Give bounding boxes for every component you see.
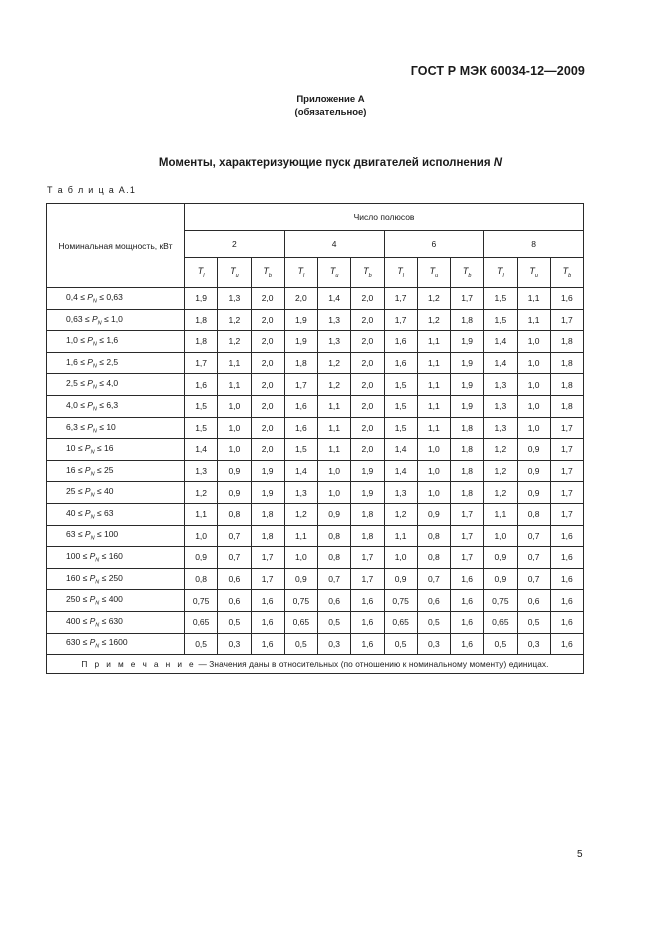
torque-value-cell: 2,0 (351, 417, 384, 439)
torque-value-cell: 1,9 (284, 309, 317, 331)
power-range-cell: $1,6 \le P_N \le 2,5$ (47, 352, 185, 374)
power-range-cell: $250 \le P_N \le 400$ (47, 590, 185, 612)
torque-value-cell: 1,1 (417, 395, 450, 417)
section-title-suffix: N (493, 157, 503, 169)
torque-value-cell: 0,9 (484, 568, 517, 590)
torque-value-cell: 1,0 (417, 439, 450, 461)
torque-value-cell: 2,0 (351, 331, 384, 353)
torque-value-cell: 1,8 (451, 417, 484, 439)
section-title-text: Моменты, характеризующие пуск двигателей исполнения (158, 157, 491, 169)
torque-value-cell: 1,5 (185, 417, 218, 439)
torque-value-cell: 1,2 (185, 482, 218, 504)
torque-value-cell: 0,7 (517, 568, 550, 590)
torque-value-cell: 0,9 (284, 568, 317, 590)
torque-value-cell: 1,1 (284, 525, 317, 547)
torque-value-cell: 1,1 (318, 395, 351, 417)
torque-value-cell: 1,9 (284, 331, 317, 353)
torque-value-cell: 1,1 (185, 503, 218, 525)
torque-value-cell: 1,9 (451, 395, 484, 417)
torque-value-cell: 1,0 (517, 417, 550, 439)
torque-value-cell: 0,65 (484, 611, 517, 633)
torque-symbol-header: $T_u$ (517, 258, 550, 288)
annex-title: Приложение А (296, 94, 365, 105)
torque-value-cell: 1,6 (351, 633, 384, 655)
torque-value-cell: 1,6 (550, 547, 583, 569)
torque-value-cell: 1,9 (251, 460, 284, 482)
torque-symbol-header: $T_u$ (218, 258, 251, 288)
torque-value-cell: 1,8 (451, 482, 484, 504)
torque-symbol-header: $T_l$ (185, 258, 218, 288)
power-range-cell: $4,0 \le P_N \le 6,3$ (47, 395, 185, 417)
torque-value-cell: 0,6 (517, 590, 550, 612)
torque-value-cell: 1,6 (251, 611, 284, 633)
torque-value-cell: 2,0 (351, 352, 384, 374)
table-row (47, 309, 584, 331)
power-range-cell: $100 \le P_N \le 160$ (47, 547, 185, 569)
torque-value-cell: 1,0 (284, 547, 317, 569)
torque-value-cell: 0,9 (517, 460, 550, 482)
torque-value-cell: 1,6 (451, 633, 484, 655)
torque-value-cell: 1,0 (517, 374, 550, 396)
torque-value-cell: 0,3 (318, 633, 351, 655)
starting-torque-table (46, 203, 584, 674)
torque-value-cell: 2,0 (251, 395, 284, 417)
torque-value-cell: 1,5 (185, 395, 218, 417)
torque-value-cell: 0,9 (318, 503, 351, 525)
table-row (47, 590, 584, 612)
torque-value-cell: 2,0 (351, 395, 384, 417)
table-row (47, 633, 584, 655)
table-row (47, 374, 584, 396)
torque-value-cell: 2,0 (251, 288, 284, 310)
torque-value-cell: 1,7 (451, 503, 484, 525)
torque-value-cell: 1,5 (284, 439, 317, 461)
torque-value-cell: 1,8 (284, 352, 317, 374)
torque-value-cell: 0,8 (218, 503, 251, 525)
document-code: ГОСТ Р МЭК 60034-12—2009 (410, 64, 585, 78)
torque-value-cell: 1,3 (484, 374, 517, 396)
torque-value-cell: 1,5 (384, 374, 417, 396)
torque-value-cell: 1,7 (251, 547, 284, 569)
torque-value-cell: 1,7 (384, 288, 417, 310)
torque-value-cell: 0,8 (318, 547, 351, 569)
torque-value-cell: 2,0 (251, 331, 284, 353)
torque-value-cell: 1,6 (351, 590, 384, 612)
torque-value-cell: 1,1 (517, 288, 550, 310)
torque-value-cell: 1,6 (451, 590, 484, 612)
row-header-cell (47, 204, 185, 288)
torque-symbol-header: $T_b$ (550, 258, 583, 288)
annex-status: (обязательное) (294, 107, 367, 118)
table-row (47, 525, 584, 547)
power-range-cell: $10 \le P_N \le 16$ (47, 439, 185, 461)
torque-value-cell: 1,5 (384, 417, 417, 439)
torque-value-cell: 0,9 (185, 547, 218, 569)
torque-value-cell: 2,0 (251, 352, 284, 374)
torque-value-cell: 1,6 (550, 525, 583, 547)
torque-value-cell: 0,3 (517, 633, 550, 655)
power-range-cell: $16 \le P_N \le 25$ (47, 460, 185, 482)
table-row (47, 611, 584, 633)
torque-value-cell: 1,4 (384, 439, 417, 461)
table-row (47, 395, 584, 417)
torque-value-cell: 1,8 (451, 309, 484, 331)
torque-value-cell: 1,0 (185, 525, 218, 547)
torque-value-cell: 0,9 (218, 482, 251, 504)
torque-value-cell: 1,6 (384, 352, 417, 374)
torque-value-cell: 0,8 (185, 568, 218, 590)
torque-value-cell: 1,7 (284, 374, 317, 396)
torque-value-cell: 1,8 (251, 525, 284, 547)
torque-value-cell: 1,6 (550, 611, 583, 633)
table-row (47, 352, 584, 374)
torque-value-cell: 0,65 (384, 611, 417, 633)
torque-symbol-header: $T_l$ (484, 258, 517, 288)
torque-value-cell: 0,7 (218, 525, 251, 547)
torque-value-cell: 1,3 (384, 482, 417, 504)
torque-value-cell: 0,6 (417, 590, 450, 612)
torque-value-cell: 0,65 (284, 611, 317, 633)
torque-value-cell: 0,6 (218, 590, 251, 612)
torque-value-cell: 0,9 (517, 439, 550, 461)
torque-value-cell: 1,7 (351, 547, 384, 569)
note-label: П р и м е ч а н и е (81, 659, 197, 670)
torque-value-cell: 0,5 (417, 611, 450, 633)
torque-value-cell: 1,1 (417, 417, 450, 439)
torque-value-cell: 1,4 (384, 460, 417, 482)
power-range-cell: $400 \le P_N \le 630$ (47, 611, 185, 633)
torque-value-cell: 1,7 (251, 568, 284, 590)
torque-value-cell: 0,65 (185, 611, 218, 633)
torque-value-cell: 0,7 (517, 547, 550, 569)
torque-value-cell: 1,7 (451, 547, 484, 569)
torque-symbol-header: $T_u$ (318, 258, 351, 288)
torque-value-cell: 1,6 (451, 611, 484, 633)
torque-value-cell: 1,4 (484, 352, 517, 374)
torque-value-cell: 0,8 (417, 525, 450, 547)
poles-header: 8 (484, 231, 584, 258)
torque-value-cell: 1,6 (251, 590, 284, 612)
torque-value-cell: 1,5 (484, 288, 517, 310)
torque-value-cell: 1,6 (384, 331, 417, 353)
power-range-cell: $63 \le P_N \le 100$ (47, 525, 185, 547)
torque-symbol-header: $T_l$ (384, 258, 417, 288)
power-range-cell: $1,0 \le P_N \le 1,6$ (47, 331, 185, 353)
torque-value-cell: 1,0 (484, 525, 517, 547)
torque-value-cell: 1,7 (451, 288, 484, 310)
torque-value-cell: 1,2 (417, 309, 450, 331)
torque-value-cell: 1,6 (550, 590, 583, 612)
torque-value-cell: 0,5 (284, 633, 317, 655)
torque-value-cell: 0,9 (484, 547, 517, 569)
torque-value-cell: 1,0 (218, 395, 251, 417)
torque-value-cell: 1,7 (384, 309, 417, 331)
torque-value-cell: 1,8 (451, 439, 484, 461)
power-range-cell: $0,63 \le P_N \le 1,0$ (47, 309, 185, 331)
torque-value-cell: 1,4 (284, 460, 317, 482)
torque-value-cell: 0,7 (318, 568, 351, 590)
torque-value-cell: 0,3 (417, 633, 450, 655)
table-row (47, 568, 584, 590)
torque-value-cell: 2,0 (284, 288, 317, 310)
torque-value-cell: 1,7 (550, 417, 583, 439)
torque-value-cell: 1,0 (417, 482, 450, 504)
table-row (47, 288, 584, 310)
torque-symbol-header: $T_b$ (351, 258, 384, 288)
torque-value-cell: 1,2 (218, 309, 251, 331)
torque-value-cell: 0,5 (185, 633, 218, 655)
torque-value-cell: 1,1 (417, 374, 450, 396)
power-range-cell: $40 \le P_N \le 63$ (47, 503, 185, 525)
torque-value-cell: 1,8 (550, 331, 583, 353)
torque-value-cell: 1,1 (384, 525, 417, 547)
torque-value-cell: 1,9 (351, 482, 384, 504)
torque-value-cell: 1,0 (517, 395, 550, 417)
torque-value-cell: 1,9 (351, 460, 384, 482)
torque-value-cell: 0,8 (417, 547, 450, 569)
torque-value-cell: 1,1 (218, 374, 251, 396)
torque-value-cell: 0,75 (384, 590, 417, 612)
torque-value-cell: 1,7 (550, 439, 583, 461)
torque-value-cell: 1,7 (550, 503, 583, 525)
torque-value-cell: 0,9 (384, 568, 417, 590)
torque-value-cell: 1,8 (185, 331, 218, 353)
torque-value-cell: 1,4 (185, 439, 218, 461)
group-header-label: Число полюсов (353, 212, 415, 222)
torque-value-cell: 1,2 (284, 503, 317, 525)
torque-value-cell: 1,1 (484, 503, 517, 525)
torque-value-cell: 0,8 (318, 525, 351, 547)
torque-value-cell: 1,8 (251, 503, 284, 525)
torque-value-cell: 1,0 (517, 331, 550, 353)
torque-value-cell: 1,0 (318, 482, 351, 504)
torque-value-cell: 1,6 (185, 374, 218, 396)
table-row (47, 417, 584, 439)
torque-value-cell: 1,3 (484, 395, 517, 417)
torque-value-cell: 1,1 (417, 331, 450, 353)
power-range-cell: $25 \le P_N \le 40$ (47, 482, 185, 504)
torque-value-cell: 1,9 (251, 482, 284, 504)
table-note (47, 655, 584, 674)
torque-value-cell: 0,6 (318, 590, 351, 612)
torque-value-cell: 1,9 (451, 352, 484, 374)
torque-value-cell: 1,6 (550, 288, 583, 310)
torque-value-cell: 1,2 (384, 503, 417, 525)
torque-value-cell: 2,0 (251, 374, 284, 396)
torque-value-cell: 1,2 (484, 482, 517, 504)
torque-value-cell: 1,6 (351, 611, 384, 633)
torque-value-cell: 0,75 (185, 590, 218, 612)
torque-value-cell: 1,7 (550, 460, 583, 482)
torque-value-cell: 1,7 (185, 352, 218, 374)
torque-value-cell: 1,6 (251, 633, 284, 655)
torque-value-cell: 1,0 (318, 460, 351, 482)
torque-symbol-header: $T_l$ (284, 258, 317, 288)
torque-value-cell: 1,0 (517, 352, 550, 374)
table-caption: Т а б л и ц а А.1 (47, 185, 137, 195)
torque-value-cell: 1,8 (351, 525, 384, 547)
torque-value-cell: 1,2 (417, 288, 450, 310)
section-title (0, 157, 661, 169)
torque-value-cell: 0,9 (218, 460, 251, 482)
torque-value-cell: 0,7 (517, 525, 550, 547)
torque-value-cell: 1,3 (318, 309, 351, 331)
torque-value-cell: 1,2 (318, 374, 351, 396)
torque-value-cell: 1,1 (517, 309, 550, 331)
torque-value-cell: 1,8 (550, 395, 583, 417)
torque-value-cell: 2,0 (251, 417, 284, 439)
torque-value-cell: 1,6 (451, 568, 484, 590)
torque-value-cell: 2,0 (251, 439, 284, 461)
torque-symbol-header: $T_b$ (251, 258, 284, 288)
torque-value-cell: 1,9 (185, 288, 218, 310)
table-row (47, 331, 584, 353)
torque-value-cell: 1,8 (550, 374, 583, 396)
torque-value-cell: 1,1 (417, 352, 450, 374)
table-row (47, 439, 584, 461)
power-range-cell: $630 \le P_N \le 1600$ (47, 633, 185, 655)
power-range-cell: $160 \le P_N \le 250$ (47, 568, 185, 590)
torque-value-cell: 1,1 (218, 352, 251, 374)
power-range-cell: $0,4 \le P_N \le 0,63$ (47, 288, 185, 310)
torque-value-cell: 0,75 (284, 590, 317, 612)
torque-symbol-header: $T_b$ (451, 258, 484, 288)
row-header-label: Номинальная мощность, кВт (58, 240, 173, 251)
torque-value-cell: 2,0 (351, 309, 384, 331)
torque-value-cell: 0,5 (318, 611, 351, 633)
torque-value-cell: 1,6 (284, 417, 317, 439)
torque-value-cell: 1,2 (218, 331, 251, 353)
torque-value-cell: 1,3 (484, 417, 517, 439)
torque-value-cell: 0,8 (517, 503, 550, 525)
poles-header: 2 (185, 231, 285, 258)
poles-header: 4 (284, 231, 384, 258)
torque-value-cell: 1,2 (484, 460, 517, 482)
torque-value-cell: 1,9 (451, 374, 484, 396)
torque-value-cell: 1,1 (318, 439, 351, 461)
torque-value-cell: 1,3 (218, 288, 251, 310)
torque-value-cell: 1,1 (318, 417, 351, 439)
torque-value-cell: 1,0 (417, 460, 450, 482)
torque-value-cell: 0,5 (517, 611, 550, 633)
group-header-cell (185, 204, 584, 231)
torque-value-cell: 1,8 (550, 352, 583, 374)
torque-value-cell: 1,7 (351, 568, 384, 590)
torque-value-cell: 0,9 (517, 482, 550, 504)
power-range-cell: $2,5 \le P_N \le 4,0$ (47, 374, 185, 396)
torque-value-cell: 1,7 (451, 525, 484, 547)
torque-value-cell: 1,8 (451, 460, 484, 482)
torque-value-cell: 1,6 (550, 568, 583, 590)
torque-value-cell: 0,9 (417, 503, 450, 525)
torque-symbol-header: $T_u$ (417, 258, 450, 288)
torque-value-cell: 1,0 (384, 547, 417, 569)
table-row (47, 503, 584, 525)
torque-value-cell: 1,8 (185, 309, 218, 331)
torque-value-cell: 1,4 (318, 288, 351, 310)
page-number: 5 (577, 849, 583, 860)
torque-value-cell: 1,5 (384, 395, 417, 417)
torque-value-cell: 0,75 (484, 590, 517, 612)
torque-value-cell: 2,0 (351, 374, 384, 396)
torque-value-cell: 0,5 (218, 611, 251, 633)
torque-value-cell: 1,9 (451, 331, 484, 353)
torque-value-cell: 1,7 (550, 309, 583, 331)
torque-value-cell: 1,2 (484, 439, 517, 461)
torque-value-cell: 1,5 (484, 309, 517, 331)
torque-value-cell: 1,2 (318, 352, 351, 374)
power-range-cell: $6,3 \le P_N \le 10$ (47, 417, 185, 439)
torque-value-cell: 1,0 (218, 417, 251, 439)
torque-value-cell: 1,0 (218, 439, 251, 461)
torque-value-cell: 2,0 (351, 288, 384, 310)
torque-value-cell: 0,7 (417, 568, 450, 590)
torque-value-cell: 1,4 (484, 331, 517, 353)
torque-value-cell: 1,6 (284, 395, 317, 417)
table-row (47, 482, 584, 504)
torque-value-cell: 1,3 (318, 331, 351, 353)
torque-value-cell: 2,0 (351, 439, 384, 461)
torque-value-cell: 0,5 (484, 633, 517, 655)
torque-value-cell: 0,5 (384, 633, 417, 655)
poles-header: 6 (384, 231, 484, 258)
table-row (47, 547, 584, 569)
torque-value-cell: 0,3 (218, 633, 251, 655)
torque-value-cell: 1,6 (550, 633, 583, 655)
torque-value-cell: 0,7 (218, 547, 251, 569)
torque-value-cell: 1,7 (550, 482, 583, 504)
torque-value-cell: 1,3 (185, 460, 218, 482)
table-row (47, 460, 584, 482)
torque-value-cell: 2,0 (251, 309, 284, 331)
note-text: — Значения даны в относительных (по отношению к номинальному моменту) единицах. (196, 659, 549, 670)
torque-value-cell: 1,3 (284, 482, 317, 504)
torque-value-cell: 0,6 (218, 568, 251, 590)
torque-value-cell: 1,8 (351, 503, 384, 525)
